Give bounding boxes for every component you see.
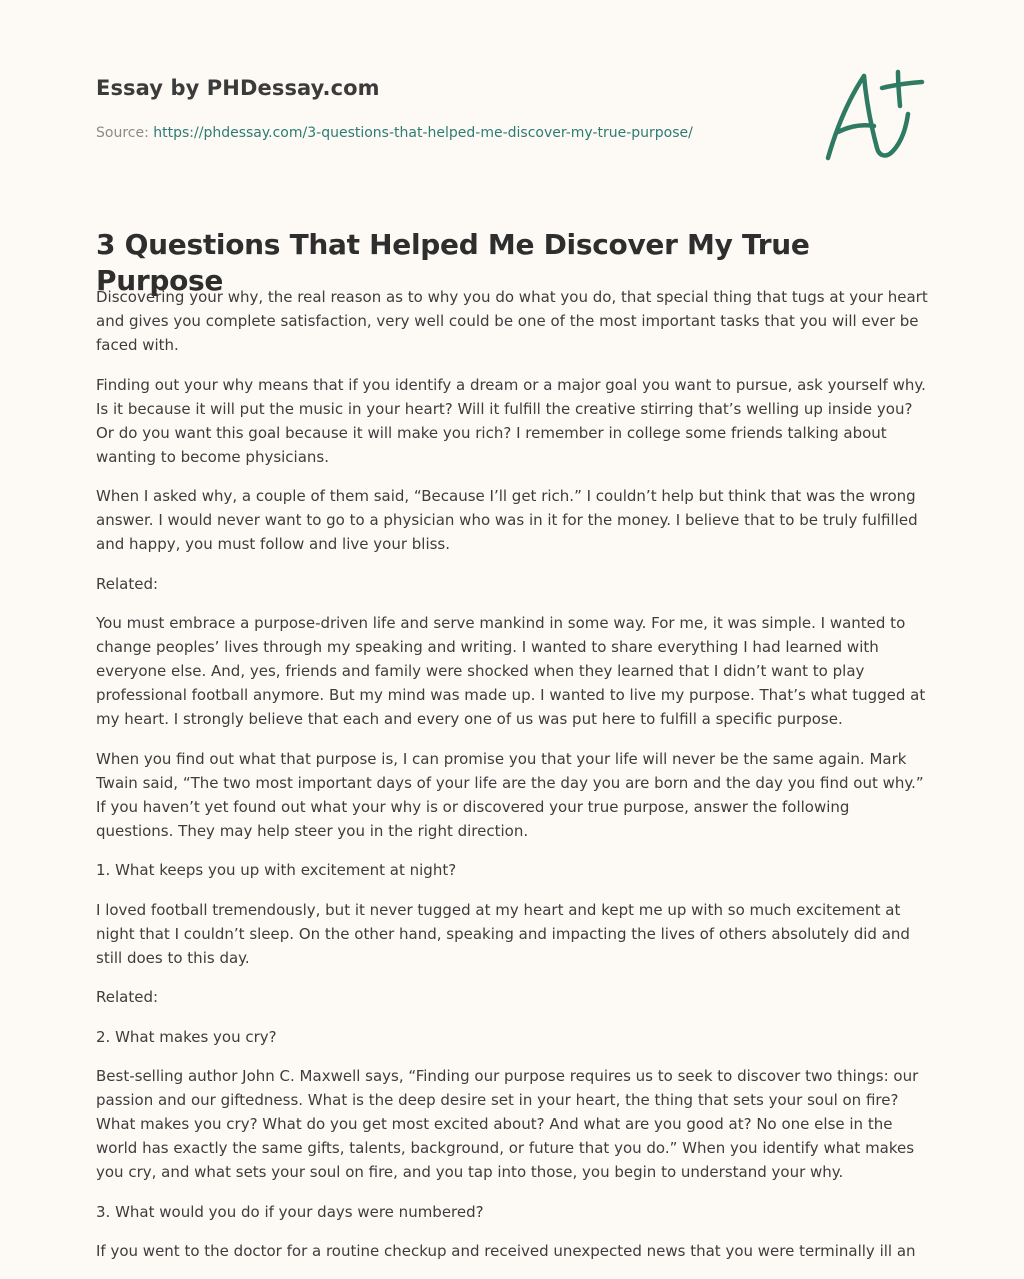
- paragraph: If you went to the doctor for a routine checkup and received unexpected news that you were terminally ill an: [96, 1242, 916, 1260]
- page-header: [96, 76, 796, 141]
- article-title: 3 Questions That Helped Me Discover My True Purpose: [96, 228, 810, 297]
- article-body: [96, 285, 928, 1279]
- question-heading: 1. What keeps you up with excitement at night?: [96, 861, 457, 879]
- paragraph: When I asked why, a couple of them said, “Because I’ll get rich.” I couldn’t help but think that was the wrong answer. I would never want to go to a physician who was in it for the money. I believe that to be truly fulfilled and happy, you must follow and live your bliss.: [96, 487, 918, 553]
- related-label: Related:: [96, 988, 159, 1006]
- paragraph: Best-selling author John C. Maxwell says, “Finding our purpose requires us to seek to discover two things: our passion and our giftedness. What is the deep desire set in your heart, the thing that sets your soul on fire? What makes you cry? What do you get most excited about? And what are you good at? No one else in the world has exactly the same gifts, talents, background, or future that you do.” When you identify what makes you cry, and what sets your soul on fire, and you tap into those, you begin to understand your why.: [96, 1067, 919, 1181]
- related-label: Related:: [96, 574, 159, 593]
- paragraph: You must embrace a purpose-driven life and serve mankind in some way. For me, it was simple. I wanted to change peoples’ lives through my speaking and writing. I wanted to share everything I had learned with everyone else. And, yes, friends and family were shocked when they learned that I didn’t want to play professional football anymore. But my mind was made up. I wanted to live my purpose. That’s what tugged at my heart. I strongly believe that each and every one of us was put here to fulfill a specific purpose.: [96, 614, 926, 728]
- a-plus-logo-icon: [822, 68, 928, 164]
- paragraph: When you find out what that purpose is, I can promise you that your life will never be the same again. Mark Twain said, “The two most important days of your life are the day you are born and the day you find out why.” If you haven’t yet found out what your why is or discovered your true purpose, answer the following questions. They may help steer you in the right direction.: [96, 749, 924, 840]
- question-heading: 2. What makes you cry?: [96, 1027, 277, 1046]
- question-heading: 3. What would you do if your days were numbered?: [96, 1202, 484, 1221]
- article: [96, 227, 928, 1260]
- source-line: [96, 125, 693, 141]
- source-label: Source:: [96, 125, 154, 141]
- paragraph: I loved football tremendously, but it never tugged at my heart and kept me up with so much excitement at night that I couldn’t sleep. On the other hand, speaking and impacting the lives of others absolutely did and still does to this day.: [96, 900, 910, 967]
- brand-title: Essay by PHDessay.com: [96, 76, 380, 100]
- paragraph: Discovering your why, the real reason as to why you do what you do, that special thing that tugs at your heart and gives you complete satisfaction, very well could be one of the most important tasks that you will ever be faced with.: [96, 288, 928, 354]
- source-link[interactable]: https://phdessay.com/3-questions-that-helped-me-discover-my-true-purpose/: [153, 125, 693, 141]
- paragraph: Finding out your why means that if you identify a dream or a major goal you want to pursue, ask yourself why. Is it because it will put the music in your heart? Will it fulfill the creative stirring that’s welling up inside you? Or do you want this goal because it will make you rich? I remember in college some friends talking about wanting to become physicians.: [96, 375, 926, 466]
